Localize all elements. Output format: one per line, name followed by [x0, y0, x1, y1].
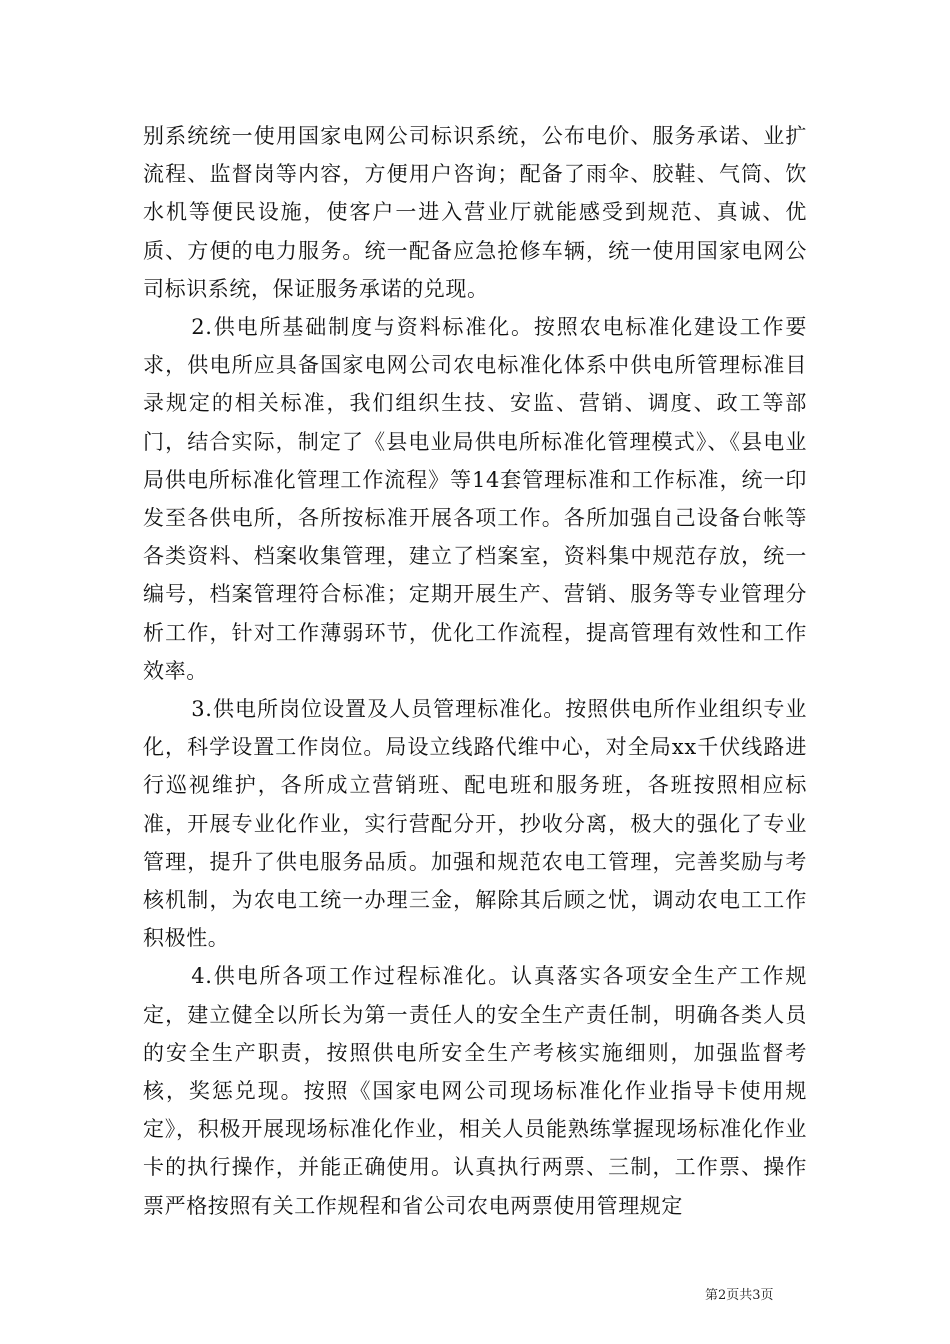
- paragraph-item-3: 3.供电所岗位设置及人员管理标准化。按照供电所作业组织专业化，科学设置工作岗位。局设立线路代维中心，对全局xx千伏线路进行巡视维护，各所成立营销班、配电班和服务班，各班按照相应标准，开展专业化作业，实行营配分开，抄收分离，极大的强化了专业管理，提升了供电服务品质。加强和规范农电工管理，完善奖励与考核机制，为农电工统一办理三金，解除其后顾之忧，调动农电工工作积极性。: [143, 697, 807, 951]
- paragraph-item-4: 4.供电所各项工作过程标准化。认真落实各项安全生产工作规定，建立健全以所长为第一责任人的安全生产责任制，明确各类人员的安全生产职责，按照供电所安全生产考核实施细则，加强监督考核，奖惩兑现。按照《国家电网公司现场标准化作业指导卡使用规定》，积极开展现场标准化作业，相关人员能熟练掌握现场标准化作业卡的执行操作，并能正确使用。认真执行两票、三制，工作票、操作票严格按照有关工作规程和省公司农电两票使用管理规定: [143, 964, 807, 1218]
- page-number-footer: 第2页共3页: [705, 1288, 774, 1303]
- paragraph-continuation: 别系统统一使用国家电网公司标识系统，公布电价、服务承诺、业扩流程、监督岗等内容，方便用户咨询；配备了雨伞、胶鞋、气筒、饮水机等便民设施，使客户一进入营业厅就能感受到规范、真诚、优质、方便的电力服务。统一配备应急抢修车辆，统一使用国家电网公司标识系统，保证服务承诺的兑现。: [143, 124, 807, 301]
- paragraph-item-2: 2.供电所基础制度与资料标准化。按照农电标准化建设工作要求，供电所应具备国家电网公司农电标准化体系中供电所管理标准目录规定的相关标准，我们组织生技、安监、营销、调度、政工等部门，结合实际，制定了《县电业局供电所标准化管理模式》、《县电业局供电所标准化管理工作流程》等14套管理标准和工作标准，统一印发至各供电所，各所按标准开展各项工作。各所加强自己设备台帐等各类资料、档案收集管理，建立了档案室，资料集中规范存放，统一编号，档案管理符合标准；定期开展生产、营销、服务等专业管理分析工作，针对工作薄弱环节，优化工作流程，提高管理有效性和工作效率。: [143, 315, 807, 683]
- document-body: [143, 117, 807, 1225]
